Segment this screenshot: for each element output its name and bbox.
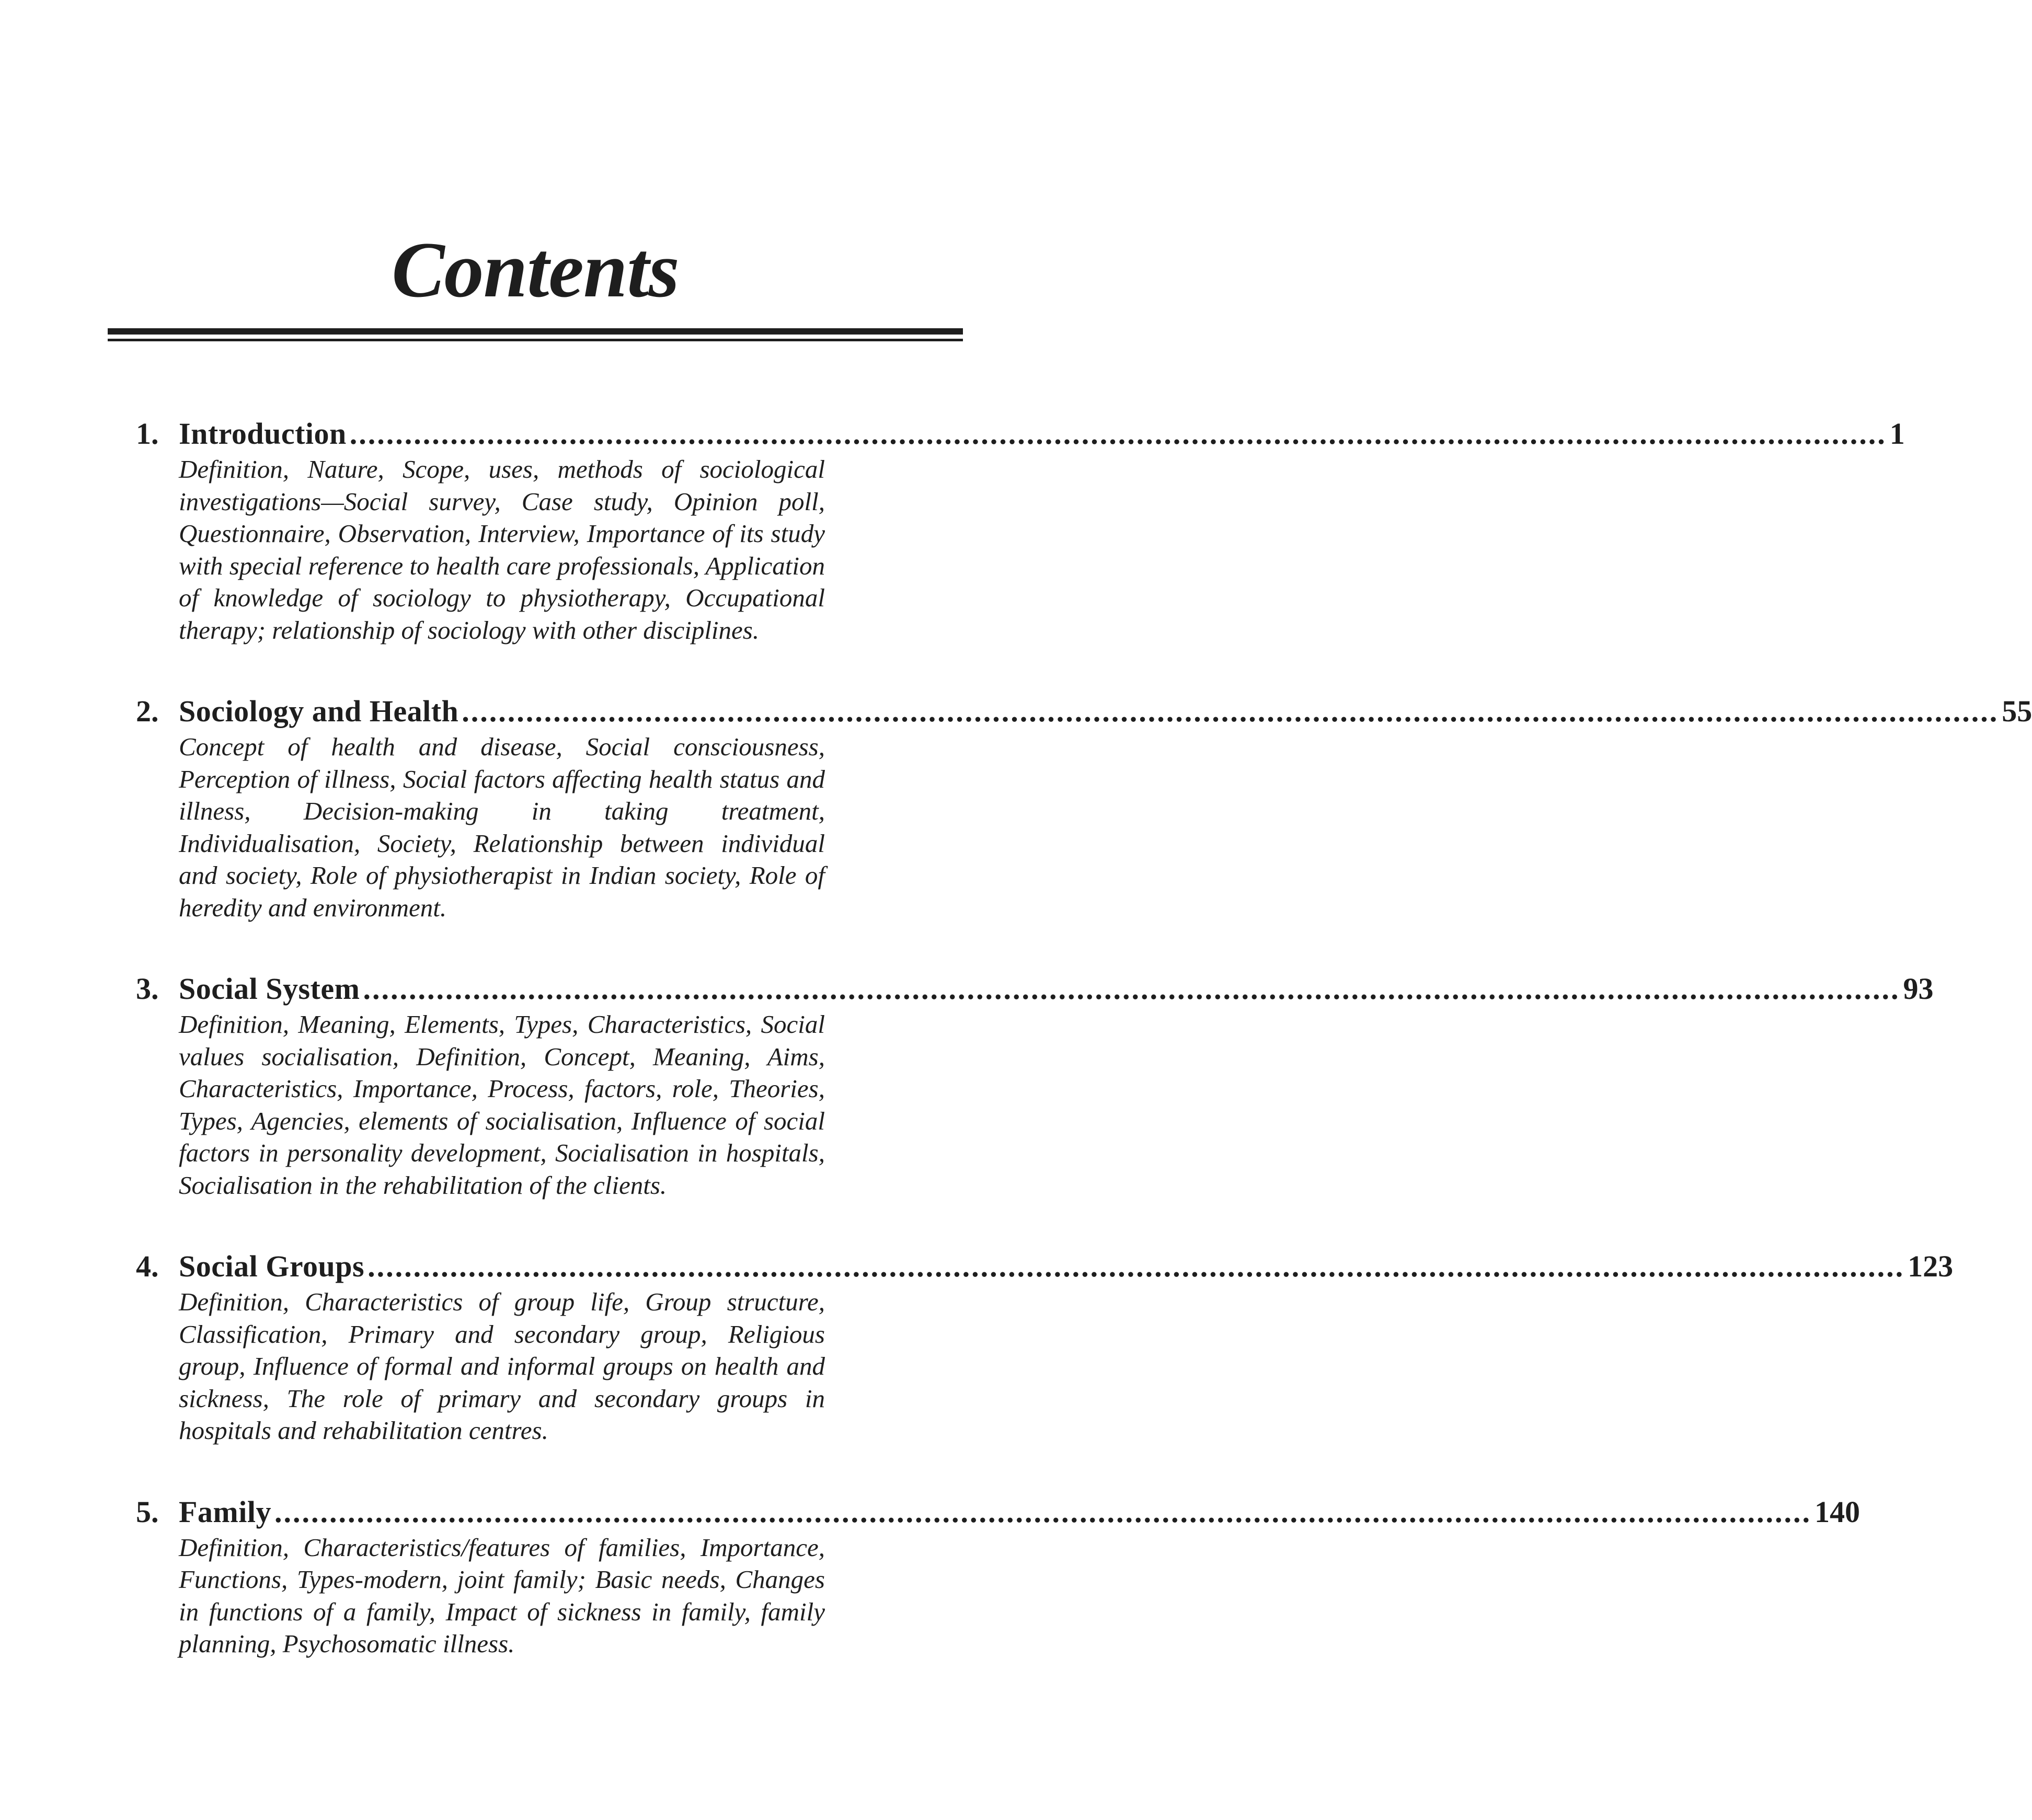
page-number[interactable]: 1	[1889, 417, 1905, 451]
toc-entry-heading[interactable]	[136, 1248, 1954, 1285]
toc-entry-heading[interactable]	[136, 693, 2032, 730]
chapter-description: Definition, Characteristics of group life, Group structure, Classification, Primary and secondary group, Religious group, Influence of formal and informal groups on health and sickness, The role of primary and secondary groups in hospitals and rehabilitation centres.	[179, 1287, 825, 1445]
chapter-description: Concept of health and disease, Social consciousness, Perception of illness, Social factors affecting health status and illness, Decision-making in taking treatment, Individualisation, Society, Relationship between individual and society, Role of physiotherapist in Indian society, Role of heredity and environment.	[179, 732, 825, 922]
page-number[interactable]: 123	[1908, 1249, 1954, 1283]
toc-entry-social-system[interactable]	[136, 971, 1934, 1201]
chapter-number: 2.	[136, 694, 159, 728]
chapter-number: 5.	[136, 1494, 159, 1529]
dot-leader: ........................................................................................................................................................................	[368, 1249, 1905, 1283]
toc-entry-introduction[interactable]	[136, 416, 1905, 646]
title-rule-thick	[108, 328, 963, 335]
title-rule-thin	[108, 339, 963, 341]
chapter-description: Definition, Characteristics/features of families, Importance, Functions, Types-modern, joint family; Basic needs, Changes in functions of a family, Impact of sickness in family, family planning, Psychosomatic illness.	[179, 1533, 825, 1658]
toc-entry-sociology-and-health[interactable]	[136, 693, 2032, 924]
toc-entry-social-groups[interactable]	[136, 1248, 1954, 1447]
chapter-title[interactable]: Social System	[179, 972, 360, 1006]
table-of-contents	[136, 416, 2032, 1707]
chapter-number: 1.	[136, 417, 159, 451]
toc-entry-family[interactable]	[136, 1494, 1860, 1660]
chapter-number: 3.	[136, 972, 159, 1006]
toc-entry-heading[interactable]	[136, 971, 1934, 1007]
chapter-title[interactable]: Social Groups	[179, 1249, 365, 1283]
chapter-title[interactable]: Introduction	[179, 417, 347, 451]
page-number[interactable]: 55	[2002, 694, 2032, 728]
chapter-description: Definition, Meaning, Elements, Types, Characteristics, Social values socialisation, Definition, Concept, Meaning, Aims, Characteristics, Importance, Process, factors, role, Theories, Types, Agencies, elements of socialisation, Influence of social factors in personality development, Socialisation in hospitals, Socialisation in the rehabilitation of the clients.	[179, 1010, 825, 1200]
page-number[interactable]: 140	[1814, 1494, 1860, 1529]
chapter-number: 4.	[136, 1249, 159, 1283]
toc-entry-heading[interactable]	[136, 416, 1905, 452]
toc-entry-heading[interactable]	[136, 1494, 1860, 1530]
page-number[interactable]: 93	[1903, 972, 1934, 1006]
chapter-title[interactable]: Sociology and Health	[179, 694, 459, 728]
chapter-title[interactable]: Family	[179, 1494, 271, 1529]
dot-leader: ........................................................................................................................................................................	[462, 694, 1999, 728]
dot-leader: ........................................................................................................................................................................	[274, 1494, 1811, 1529]
dot-leader: ........................................................................................................................................................................	[349, 417, 1887, 451]
chapter-description: Definition, Nature, Scope, uses, methods of sociological investigations—Social survey, Case study, Opinion poll, Questionnaire, Observation, Interview, Importance of its study with special reference to health care professionals, Application of knowledge of sociology to physiotherapy, Occupational therapy; relationship of sociology with other disciplines.	[179, 455, 825, 644]
dot-leader: ........................................................................................................................................................................	[363, 972, 1900, 1006]
page-title: Contents	[392, 226, 679, 314]
